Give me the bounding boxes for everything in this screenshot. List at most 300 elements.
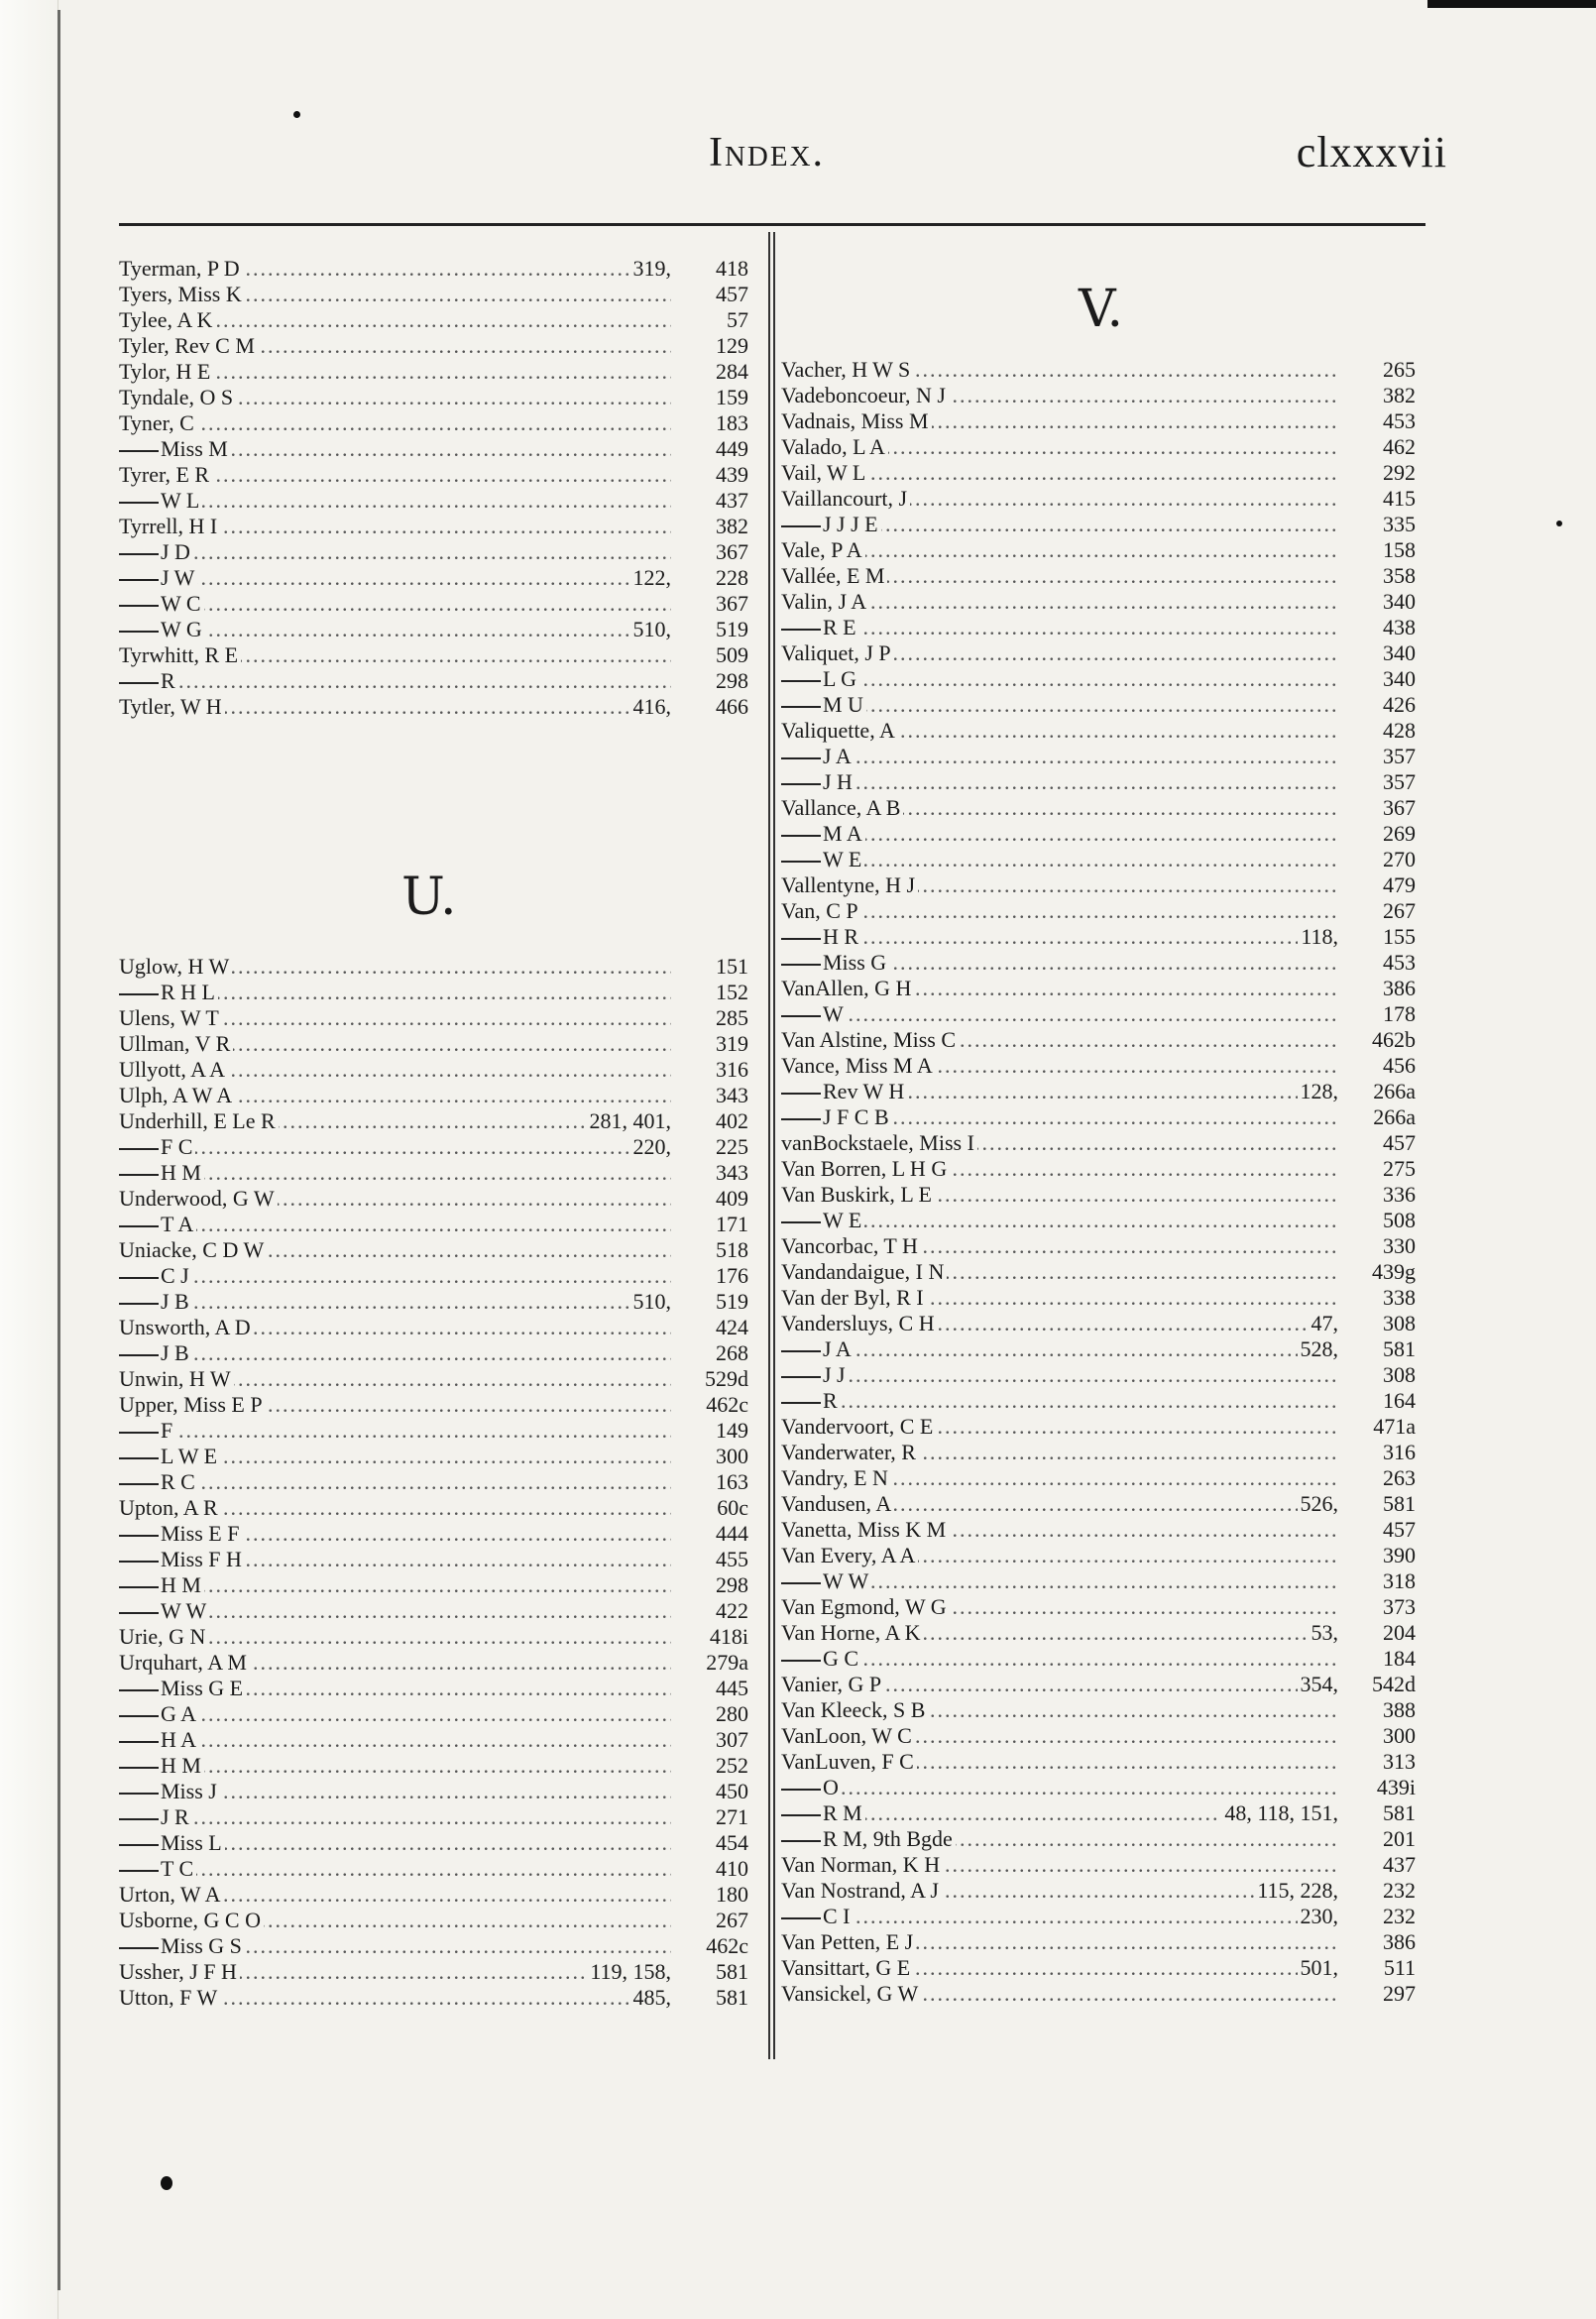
index-entry [119, 1160, 748, 1186]
entry-name: Utton, F W [119, 1985, 220, 2011]
entry-name: Valiquet, J P [781, 640, 894, 666]
ditto-dash [781, 1118, 821, 1120]
index-entry [119, 1959, 748, 1985]
index-entry [119, 1237, 748, 1263]
entry-name: Miss M [119, 436, 231, 462]
entry-name: W C [119, 591, 204, 617]
entry-name: Tyers, Miss K [119, 282, 245, 307]
leader-dots [119, 1340, 671, 1366]
entry-name: Vallentyne, H J [781, 872, 918, 898]
entry-page: 581 [1383, 1491, 1416, 1516]
leader-dots [119, 1212, 671, 1237]
leader-dots [119, 1263, 671, 1289]
entry-name: T C [119, 1856, 196, 1882]
ditto-dash [119, 1148, 159, 1150]
entry-page: 466 [716, 694, 748, 719]
entry-page: 307 [716, 1727, 748, 1752]
entry-page: 340 [1383, 589, 1416, 614]
ditto-dash [119, 1174, 159, 1176]
entry-name: Vance, Miss M A [781, 1053, 936, 1079]
index-entry [781, 1465, 1416, 1491]
entry-page: 155 [1383, 924, 1416, 949]
entry-page: 418 [716, 256, 748, 281]
entry-name: Van Egmond, W G [781, 1594, 950, 1620]
entry-name: R [119, 668, 178, 694]
index-entry [781, 512, 1416, 537]
index-entry [781, 1053, 1416, 1079]
entry-name: J F C B [781, 1104, 892, 1130]
entry-name: Vandervoort, C E [781, 1414, 936, 1440]
entry-name: Unsworth, A D [119, 1315, 254, 1340]
entry-refs: 281, 401, [587, 1108, 672, 1134]
entry-name: Ussher, J F H [119, 1959, 240, 1985]
entry-name: J J J E [781, 512, 881, 537]
index-entry [781, 950, 1416, 976]
index-entry [781, 1955, 1416, 1981]
entry-page: 581 [716, 1959, 748, 1984]
entry-refs: 119, 158, [587, 1959, 671, 1985]
index-entry [119, 1392, 748, 1418]
index-entry [119, 668, 748, 694]
entry-page: 232 [1383, 1904, 1416, 1928]
entry-name: W [781, 1001, 847, 1027]
entry-page: 336 [1383, 1182, 1416, 1207]
entry-page: 275 [1383, 1156, 1416, 1181]
index-entry [781, 1001, 1416, 1027]
entry-name: Van Norman, K H [781, 1852, 943, 1878]
entry-name: J B [119, 1289, 192, 1315]
index-entry [781, 1336, 1416, 1362]
index-entry [119, 1083, 748, 1108]
index-entry [119, 1908, 748, 1933]
index-entry [781, 563, 1416, 589]
entry-page: 300 [1383, 1723, 1416, 1748]
ditto-dash [119, 579, 159, 581]
index-entry [781, 898, 1416, 924]
entry-page: 343 [716, 1160, 748, 1185]
entry-page: 129 [716, 333, 748, 358]
entry-page: 201 [1383, 1826, 1416, 1851]
index-entry [781, 769, 1416, 795]
index-entry [781, 692, 1416, 718]
entry-page: 267 [716, 1908, 748, 1932]
entry-name: Van Alstine, Miss C [781, 1027, 959, 1053]
entry-page: 382 [716, 514, 748, 538]
entry-name: L G [781, 666, 859, 692]
entry-page: 508 [1383, 1208, 1416, 1232]
index-entry [119, 333, 748, 359]
entry-name: Van Kleeck, S B [781, 1697, 928, 1723]
ditto-dash [119, 1818, 159, 1820]
entry-name: J A [781, 1336, 855, 1362]
leader-dots [119, 1418, 671, 1444]
index-entry [119, 591, 748, 617]
ditto-dash [119, 1432, 159, 1434]
entry-refs: 528, [1298, 1336, 1339, 1362]
entry-page: 298 [716, 1572, 748, 1597]
entry-page: 462c [706, 1392, 748, 1417]
entry-name: Underwood, G W [119, 1186, 278, 1212]
entry-page: 454 [716, 1830, 748, 1855]
leader-dots [781, 1362, 1338, 1388]
ditto-dash [119, 1586, 159, 1588]
leader-dots [119, 565, 671, 591]
ditto-dash [119, 1870, 159, 1872]
index-entry [119, 1212, 748, 1237]
entry-page: 415 [1383, 486, 1416, 511]
index-entry [119, 1186, 748, 1212]
entry-name: Valado, L A [781, 434, 888, 460]
leader-dots [119, 539, 671, 565]
leader-dots [781, 666, 1338, 692]
leader-dots [119, 1804, 671, 1830]
entry-page: 338 [1383, 1285, 1416, 1310]
entry-page: 271 [716, 1804, 748, 1829]
index-entry [781, 383, 1416, 408]
index-entry [781, 821, 1416, 847]
entry-page: 319 [716, 1031, 748, 1056]
index-entry [781, 589, 1416, 615]
entry-page: 462b [1372, 1027, 1416, 1052]
index-entry [781, 1826, 1416, 1852]
entry-name: Vacher, H W S [781, 357, 913, 383]
index-entry [119, 1263, 748, 1289]
entry-name: Vandersluys, C H [781, 1311, 938, 1336]
entry-page: 151 [716, 954, 748, 979]
entry-page: 373 [1383, 1594, 1416, 1619]
entry-name: Miss G [781, 950, 889, 976]
index-entry [119, 1830, 748, 1856]
index-entry [119, 617, 748, 642]
ditto-dash [781, 525, 821, 527]
entry-page: 228 [716, 565, 748, 590]
entry-page: 382 [1383, 383, 1416, 407]
entry-name: M A [781, 821, 865, 847]
index-entry [119, 1701, 748, 1727]
index-entry [781, 640, 1416, 666]
entry-name: W E [781, 1208, 864, 1233]
entry-name: VanLoon, W C [781, 1723, 915, 1749]
entry-page: 479 [1383, 872, 1416, 897]
index-entry [119, 1676, 748, 1701]
entry-name: Uniacke, C D W [119, 1237, 267, 1263]
entry-refs: 53, [1309, 1620, 1339, 1646]
entry-name: Vale, P A [781, 537, 865, 563]
entry-name: Tylee, A K [119, 307, 215, 333]
ditto-dash [119, 682, 159, 684]
entry-page: 519 [716, 1289, 748, 1314]
entry-name: J W [119, 565, 197, 591]
leader-dots [781, 615, 1338, 640]
entry-name: Miss G S [119, 1933, 245, 1959]
leader-dots [781, 1904, 1338, 1929]
entry-page: 449 [716, 436, 748, 461]
entry-page: 149 [716, 1418, 748, 1443]
index-entry [781, 460, 1416, 486]
running-head: Index. [709, 130, 826, 175]
section-heading-v: V. [1079, 280, 1123, 339]
index-entry [119, 1624, 748, 1650]
index-entry [119, 1108, 748, 1134]
entry-page: 357 [1383, 769, 1416, 794]
entry-name: Tytler, W H [119, 694, 225, 720]
entry-name: Miss G E [119, 1676, 246, 1701]
entry-refs: 122, [630, 565, 672, 591]
leader-dots [781, 1388, 1338, 1414]
ditto-dash [781, 938, 821, 940]
leader-dots [119, 1469, 671, 1495]
entry-page: 529d [705, 1366, 748, 1391]
index-entry [119, 1289, 748, 1315]
entry-name: Tyrrell, H I [119, 514, 220, 539]
index-entry [119, 1727, 748, 1753]
entry-name: R [781, 1388, 841, 1414]
entry-name: G C [781, 1646, 861, 1672]
entry-page: 225 [716, 1134, 748, 1159]
entry-name: J J [781, 1362, 849, 1388]
entry-name: Upton, A R [119, 1495, 221, 1521]
entry-page: 410 [716, 1856, 748, 1881]
page-header [119, 127, 1447, 186]
entry-name: Urquhart, A M [119, 1650, 250, 1676]
ditto-dash [119, 993, 159, 995]
entry-page: 409 [716, 1186, 748, 1211]
index-entry [119, 1057, 748, 1083]
entry-page: 292 [1383, 460, 1416, 485]
leader-dots [119, 1856, 671, 1882]
entry-page: 581 [1383, 1800, 1416, 1825]
header-rule [119, 223, 1425, 226]
entry-page: 279a [706, 1650, 748, 1675]
index-entry [781, 1981, 1416, 2007]
index-entry [781, 434, 1416, 460]
index-entry [119, 1856, 748, 1882]
entry-page: 284 [716, 359, 748, 384]
index-entry [119, 1444, 748, 1469]
leader-dots [781, 744, 1338, 769]
index-entry [781, 1723, 1416, 1749]
leader-dots [119, 668, 671, 694]
entry-refs: 48, 118, 151, [1221, 1800, 1338, 1826]
entry-page: 184 [1383, 1646, 1416, 1671]
leader-dots [781, 1001, 1338, 1027]
index-entry [781, 1285, 1416, 1311]
ink-speck [161, 2176, 172, 2190]
ditto-dash [781, 1660, 821, 1662]
entry-name: H A [119, 1727, 199, 1753]
entry-page: 388 [1383, 1697, 1416, 1722]
index-entry [119, 1804, 748, 1830]
entry-name: Vadeboncoeur, N J [781, 383, 949, 408]
entry-page: 519 [716, 617, 748, 641]
entry-page: 457 [716, 282, 748, 306]
index-entry [781, 1208, 1416, 1233]
entry-page: 313 [1383, 1749, 1416, 1774]
entry-page: 280 [716, 1701, 748, 1726]
entry-page: 178 [1383, 1001, 1416, 1026]
index-entry [781, 1388, 1416, 1414]
index-entry [781, 1440, 1416, 1465]
entry-name: VanAllen, G H [781, 976, 914, 1001]
entry-page: 390 [1383, 1543, 1416, 1567]
index-entry [781, 666, 1416, 692]
index-entry [781, 1620, 1416, 1646]
index-entry [781, 1156, 1416, 1182]
index-entry [781, 1311, 1416, 1336]
index-entry [119, 282, 748, 307]
entry-name: H M [119, 1753, 204, 1779]
entry-page: 204 [1383, 1620, 1416, 1645]
index-entry [119, 1521, 748, 1547]
entry-name: H M [119, 1572, 204, 1598]
entry-name: Van, C P [781, 898, 861, 924]
index-entry [119, 1547, 748, 1572]
entry-name: Vansickel, G W [781, 1981, 921, 2007]
entry-name: Ullman, V R [119, 1031, 233, 1057]
index-entry [119, 256, 748, 282]
entry-page: 386 [1383, 1929, 1416, 1954]
entry-name: Vancorbac, T H [781, 1233, 921, 1259]
section-heading-u: U. [401, 868, 457, 927]
ditto-dash [119, 553, 159, 555]
index-entry [119, 1650, 748, 1676]
entry-page: 270 [1383, 847, 1416, 871]
entry-name: Van Buskirk, L E [781, 1182, 935, 1208]
index-entry [119, 980, 748, 1005]
entry-page: 316 [716, 1057, 748, 1082]
index-entry [781, 795, 1416, 821]
entry-page: 176 [716, 1263, 748, 1288]
column-divider [768, 232, 775, 2059]
index-entry [119, 1933, 748, 1959]
index-entry [781, 924, 1416, 950]
entry-name: Ulens, W T [119, 1005, 222, 1031]
ditto-dash [119, 1612, 159, 1614]
entry-page: 542d [1372, 1672, 1416, 1696]
ditto-dash [781, 1789, 821, 1791]
entry-refs: 501, [1298, 1955, 1339, 1981]
entry-page: 509 [716, 642, 748, 667]
index-entry [781, 357, 1416, 383]
index-entry [119, 1779, 748, 1804]
entry-page: 266a [1373, 1079, 1416, 1103]
entry-page: 428 [1383, 718, 1416, 743]
index-entry [781, 1362, 1416, 1388]
index-entry [781, 1775, 1416, 1800]
entry-page: 252 [716, 1753, 748, 1778]
index-entry [781, 1259, 1416, 1285]
ditto-dash [781, 1917, 821, 1919]
index-entry [119, 488, 748, 514]
entry-name: Van Nostrand, A J [781, 1878, 942, 1904]
entry-name: T A [119, 1212, 196, 1237]
entry-name: Vandry, E N [781, 1465, 891, 1491]
index-entry [781, 976, 1416, 1001]
entry-page: 457 [1383, 1517, 1416, 1542]
entry-page: 318 [1383, 1568, 1416, 1593]
entry-name: Vanier, G P [781, 1672, 884, 1697]
leader-dots [781, 769, 1338, 795]
entry-page: 340 [1383, 640, 1416, 665]
index-entry [781, 1543, 1416, 1568]
entry-refs: 115, 228, [1254, 1878, 1338, 1904]
index-entry [119, 1005, 748, 1031]
entry-name: Tyndale, O S [119, 385, 236, 410]
index-entry [119, 1753, 748, 1779]
index-entry [781, 1749, 1416, 1775]
entry-name: H R [781, 924, 861, 950]
entry-name: Vaillancourt, J [781, 486, 910, 512]
entry-refs: 354, [1298, 1672, 1339, 1697]
entry-name: Tyrwhitt, R E [119, 642, 241, 668]
entry-name: G A [119, 1701, 199, 1727]
entry-page: 450 [716, 1779, 748, 1803]
entry-name: Tyrer, E R [119, 462, 212, 488]
entry-name: Tyerman, P D [119, 256, 243, 282]
ditto-dash [119, 1354, 159, 1356]
index-entry [119, 565, 748, 591]
entry-name: Miss E F [119, 1521, 242, 1547]
index-entry [119, 642, 748, 668]
scan-edge [0, 0, 58, 2319]
ditto-dash [781, 783, 821, 785]
entry-page: 316 [1383, 1440, 1416, 1464]
entry-page: 367 [1383, 795, 1416, 820]
entry-name: R C [119, 1469, 198, 1495]
entry-refs: 510, [630, 617, 672, 642]
index-entry [119, 1598, 748, 1624]
ditto-dash [119, 1457, 159, 1459]
index-entry [781, 486, 1416, 512]
entry-name: L W E [119, 1444, 220, 1469]
entry-name: Vanderwater, R [781, 1440, 919, 1465]
entry-name: Van Horne, A K [781, 1620, 924, 1646]
index-entry [781, 537, 1416, 563]
entry-refs: 230, [1298, 1904, 1339, 1929]
entry-name: F [119, 1418, 175, 1444]
ditto-dash [781, 629, 821, 631]
entry-page: 439 [716, 462, 748, 487]
entry-page: 418i [709, 1624, 748, 1649]
entry-page: 335 [1383, 512, 1416, 536]
entry-page: 438 [1383, 615, 1416, 639]
entry-name: VanLuven, F C [781, 1749, 917, 1775]
index-entry [781, 1104, 1416, 1130]
entry-name: Vallance, A B [781, 795, 903, 821]
entry-name: Tylor, H E [119, 359, 213, 385]
entry-name: Unwin, H W [119, 1366, 234, 1392]
index-entry [781, 1878, 1416, 1904]
entry-name: Miss F H [119, 1547, 245, 1572]
entry-page: 343 [716, 1083, 748, 1107]
entry-page: 367 [716, 591, 748, 616]
entry-name: Miss L [119, 1830, 225, 1856]
entry-page: 445 [716, 1676, 748, 1700]
entry-page: 386 [1383, 976, 1416, 1000]
index-entry [119, 1495, 748, 1521]
entry-name: Vail, W L [781, 460, 868, 486]
entry-page: 268 [716, 1340, 748, 1365]
entry-page: 437 [716, 488, 748, 513]
entry-name: C J [119, 1263, 192, 1289]
ditto-dash [781, 1814, 821, 1816]
index-entry [119, 694, 748, 720]
entry-page: 57 [727, 307, 748, 332]
index-entry [119, 514, 748, 539]
entry-name: M U [781, 692, 866, 718]
ditto-dash [781, 1015, 821, 1017]
ditto-dash [781, 757, 821, 759]
